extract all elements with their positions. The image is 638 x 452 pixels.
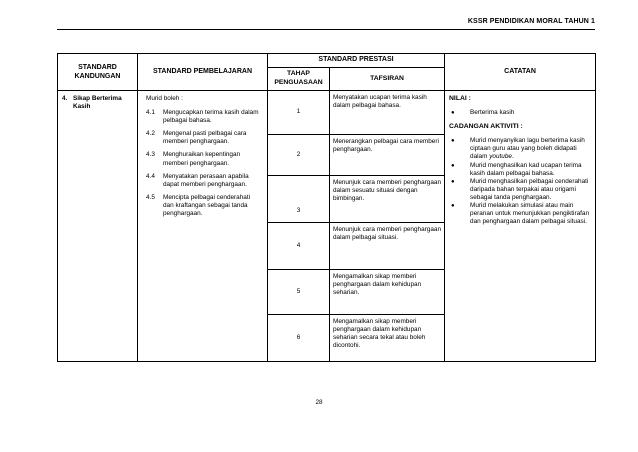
page-number: 28	[315, 399, 323, 406]
nilai-item-text: Berterima kasih	[470, 109, 515, 117]
pembelajaran-intro: Murid boleh :	[146, 95, 183, 102]
pembelajaran-item-number: 4.3	[146, 151, 155, 159]
pembelajaran-item	[146, 194, 261, 218]
aktiviti-item-text: Murid melakukan simulasi atau main peranan untuk menunjukkan pengiktirafan dan penghargaan dalam pelbagai situasi.	[470, 202, 590, 226]
pembelajaran-item-number: 4.1	[146, 109, 155, 117]
aktiviti-item-italic: youtube	[489, 153, 512, 161]
pembelajaran-item	[146, 173, 261, 189]
pembelajaran-item	[146, 151, 261, 167]
aktiviti-item	[449, 178, 591, 202]
aktiviti-item	[449, 137, 591, 161]
tahap-level: 3	[268, 176, 330, 223]
pembelajaran-item-text: Mencipta pelbagai cenderahati dan kraftangan sebagai tanda penghargaan.	[163, 193, 251, 218]
bullet-icon: ●	[451, 203, 455, 210]
aktiviti-item	[449, 202, 591, 226]
header-standard-prestasi: STANDARD PRESTASI	[268, 54, 445, 68]
header-tahap-penguasaan: TAHAP PENGUASAAN	[268, 68, 330, 91]
tahap-level: 2	[268, 135, 330, 176]
nilai-title: NILAI :	[449, 95, 471, 102]
pembelajaran-item-number: 4.5	[146, 193, 155, 201]
tahap-level: 5	[268, 270, 330, 315]
pembelajaran-item-text: Menghuraikan kepentingan memberi penghargaan.	[163, 151, 241, 167]
tafsiran-text: Mengamalkan sikap memberi penghargaan dalam kehidupan seharian.	[330, 270, 445, 315]
pembelajaran-item-text: Mengenal pasti pelbagai cara memberi penghargaan.	[163, 130, 247, 146]
standard-kandungan-cell	[58, 91, 138, 362]
catatan-cell	[445, 91, 596, 362]
kandungan-number: 4.	[62, 95, 68, 102]
tafsiran-text: Mengamalkan sikap memberi penghargaan dalam kehidupan seharian secara tekal atau boleh dicontohi.	[330, 315, 445, 362]
pembelajaran-item-text: Menyatakan perasaan apabila dapat memberi penghargaan.	[163, 172, 249, 188]
header-standard-pembelajaran: STANDARD PEMBELAJARAN	[138, 54, 268, 91]
pembelajaran-item-text: Mengucapkan terima kasih dalam pelbagai bahasa.	[163, 109, 259, 125]
aktiviti-title: CADANGAN AKTIVITI :	[449, 123, 523, 131]
bullet-icon: ●	[451, 110, 455, 117]
header-standard-kandungan: STANDARD KANDUNGAN	[58, 54, 138, 91]
curriculum-table	[57, 53, 596, 362]
standard-pembelajaran-cell	[138, 91, 268, 362]
tahap-level: 6	[268, 315, 330, 362]
pembelajaran-item	[146, 130, 261, 146]
aktiviti-item-suffix: .	[511, 153, 514, 161]
header-catatan: CATATAN	[445, 54, 596, 91]
tafsiran-text: Menunjuk cara memberi penghargaan dalam sesuatu situasi dengan bimbingan.	[330, 176, 445, 223]
tahap-level: 1	[268, 91, 330, 135]
aktiviti-item-text: Murid menghasilkan pelbagai cenderahati daripada bahan terpakai atau origami sebagai tanda penghargaan.	[470, 177, 589, 201]
tafsiran-text: Menunjuk cara memberi penghargaan dalam pelbagai situasi.	[330, 223, 445, 270]
pembelajaran-item	[146, 109, 261, 125]
bullet-icon: ●	[451, 162, 455, 169]
header-tafsiran: TAFSIRAN	[330, 68, 445, 91]
tafsiran-text: Menerangkan pelbagai cara memberi penghargaan.	[330, 135, 445, 176]
aktiviti-item-text: Murid menghasilkan kad ucapan terima kasih dalam pelbagai bahasa.	[470, 161, 582, 177]
tafsiran-text: Menyatakan ucapan terima kasih dalam pelbagai bahasa.	[330, 91, 445, 135]
page-header-title: KSSR PENDIDIKAN MORAL TAHUN 1	[467, 18, 595, 25]
pembelajaran-item-number: 4.4	[146, 172, 155, 180]
pembelajaran-item-number: 4.2	[146, 130, 155, 138]
bullet-icon: ●	[451, 138, 455, 145]
kandungan-title: Sikap Berterima Kasih	[73, 95, 122, 111]
tahap-level: 4	[268, 223, 330, 270]
bullet-icon: ●	[451, 178, 455, 185]
aktiviti-item-text: Murid menyanyikan lagu berterima kasih ciptaan guru atau yang boleh didapati dalam	[470, 137, 585, 161]
aktiviti-item	[449, 162, 591, 178]
header-divider	[57, 29, 595, 30]
nilai-item	[449, 109, 591, 117]
